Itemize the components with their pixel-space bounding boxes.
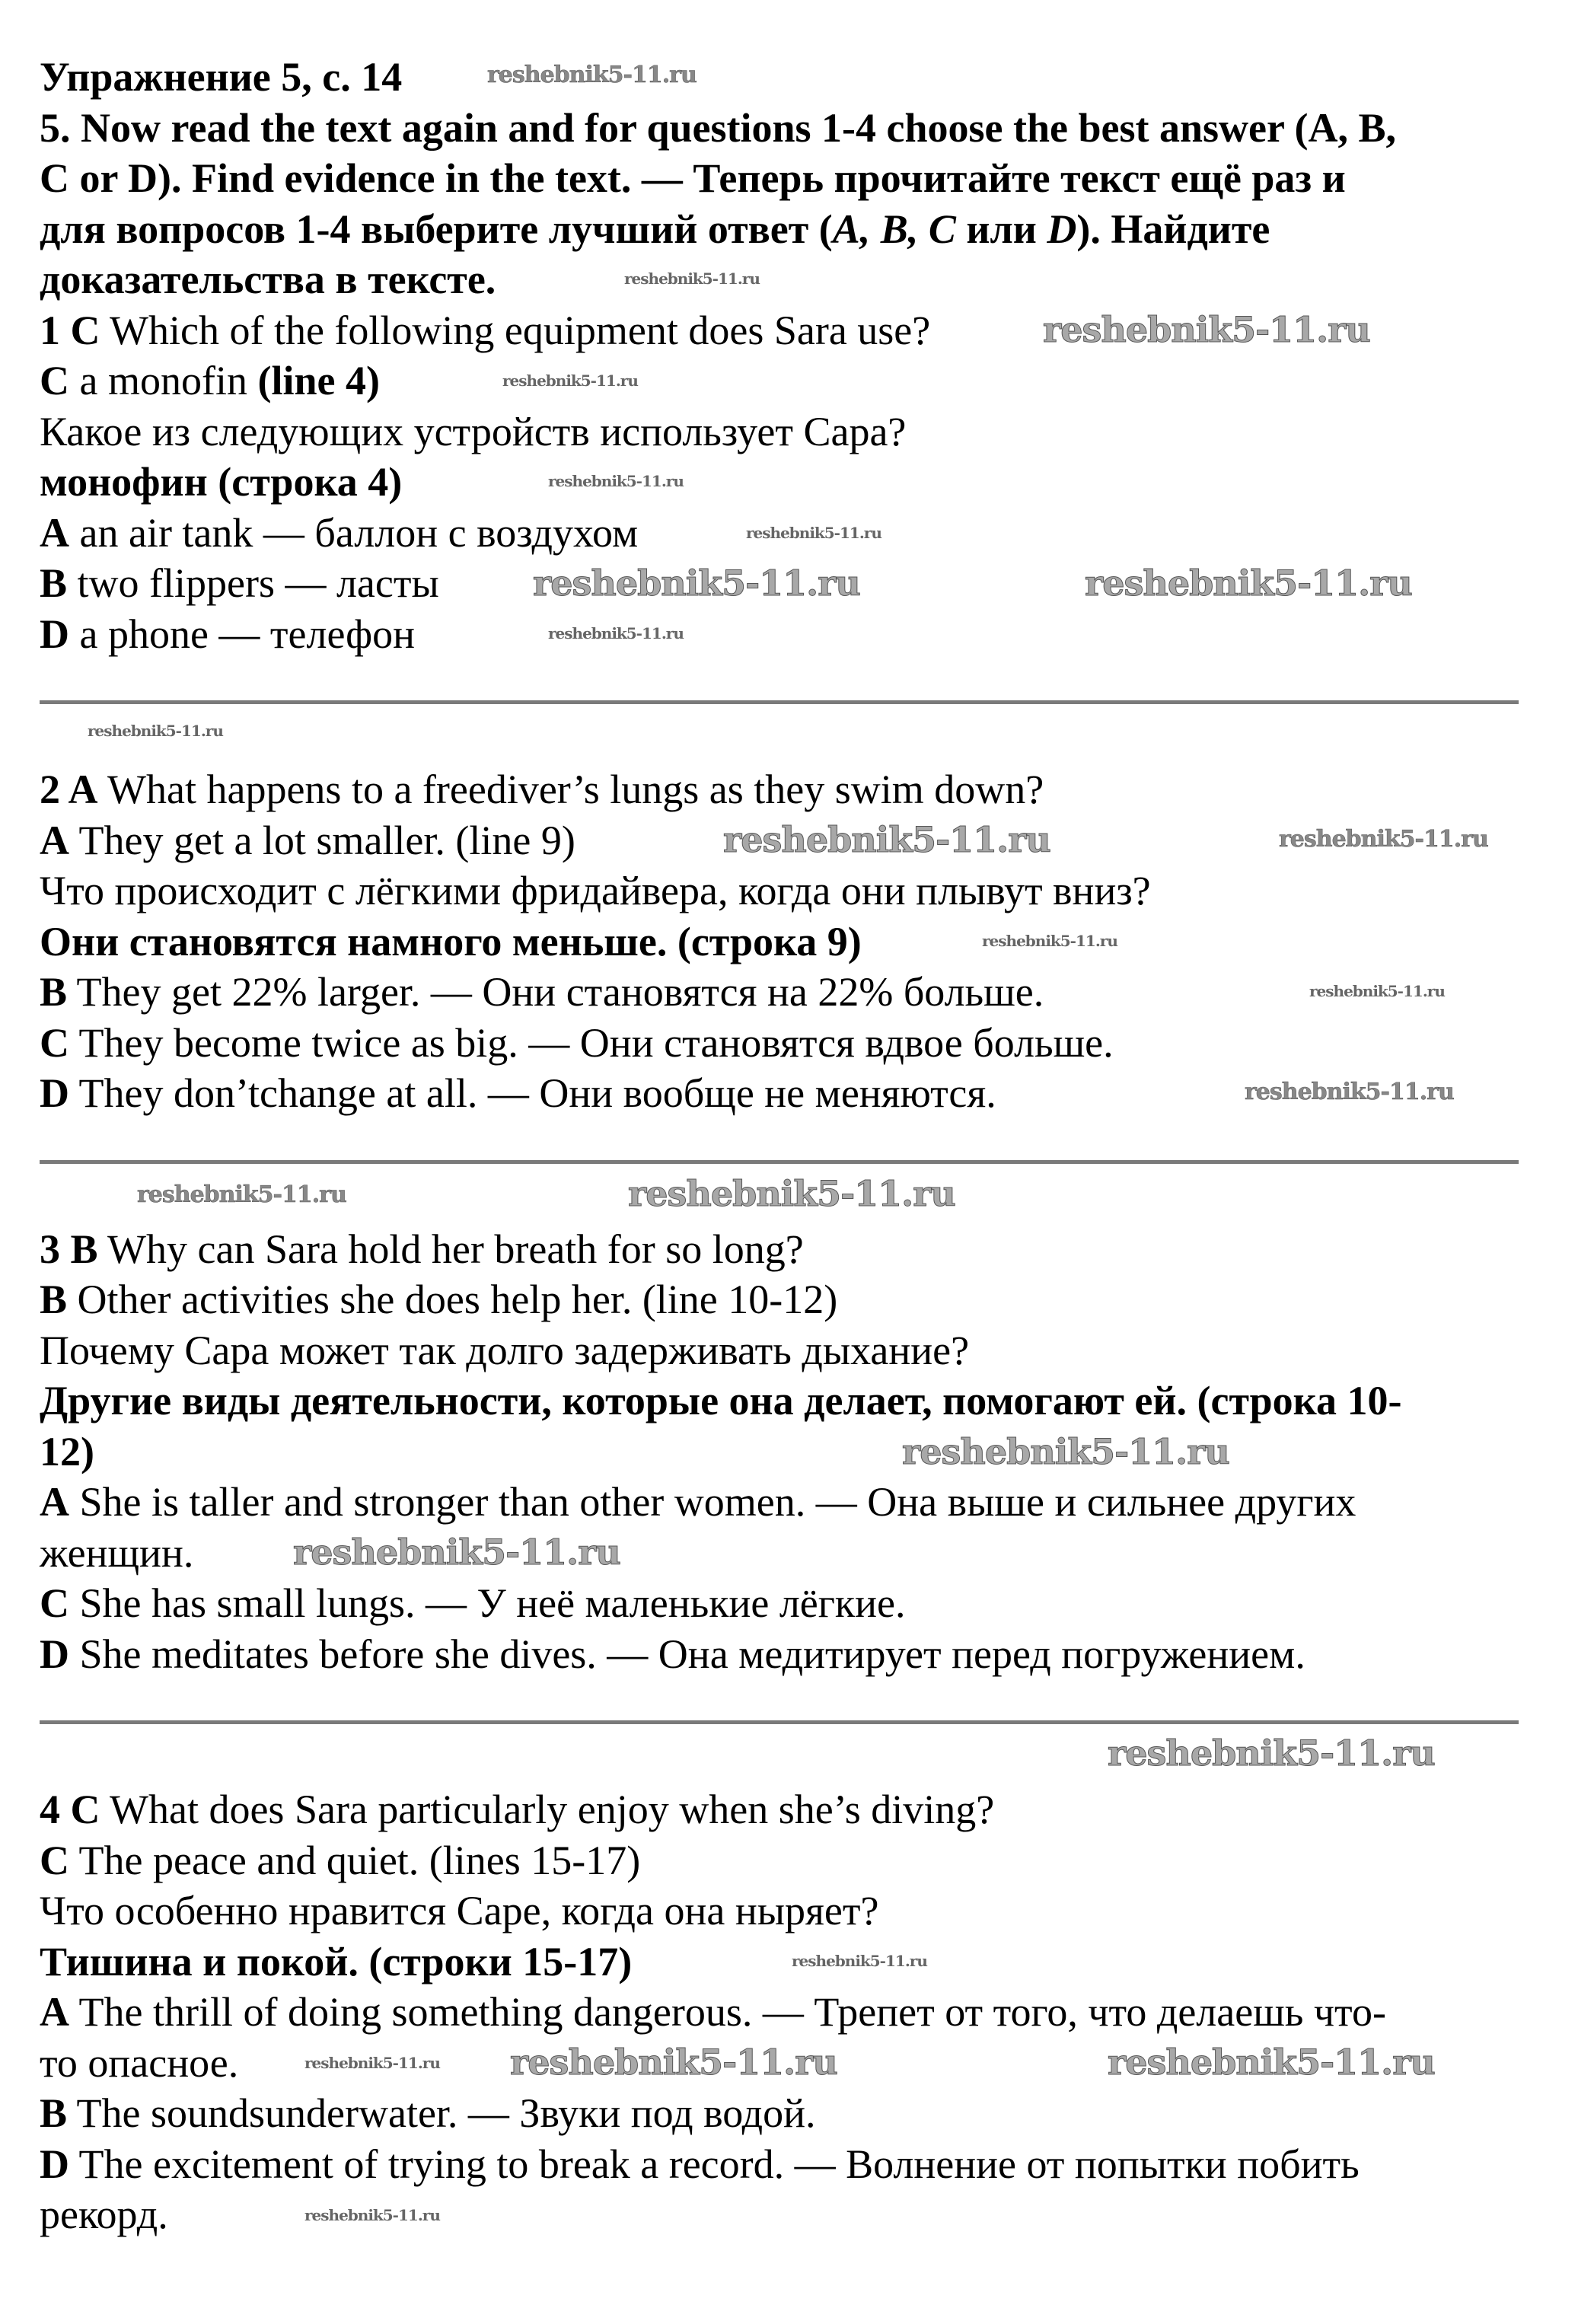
watermark: reshebnik5-11.ru: [533, 563, 860, 604]
text: Что происходит с лёгкими фридайвера, когда они плывут вниз?: [40, 868, 1151, 913]
text-line: [40, 2088, 1524, 2139]
text-line: [40, 1528, 1524, 1579]
watermark: reshebnik5-11.ru: [304, 2206, 440, 2224]
watermark: reshebnik5-11.ru: [304, 2054, 440, 2072]
bold-text: B: [40, 969, 68, 1015]
watermark: reshebnik5-11.ru: [624, 269, 760, 288]
text-line: [40, 204, 1524, 255]
bold-text: C: [40, 1580, 69, 1626]
bold-text: D: [1047, 206, 1077, 252]
bold-text: A: [40, 817, 69, 863]
bold-text: D: [40, 2141, 69, 2187]
text: Why can Sara hold her breath for so long?: [97, 1226, 804, 1272]
text: The excitement of trying to break a record. — Волнение от попытки побить: [69, 2141, 1360, 2187]
text-line: [40, 153, 1524, 204]
bold-text: 4 C: [40, 1787, 100, 1832]
bold-text: монофин (строка 4): [40, 459, 403, 505]
bold-text: C: [40, 1837, 69, 1883]
watermark: reshebnik5-11.ru: [1309, 982, 1445, 1000]
bold-text: 2 A: [40, 767, 98, 812]
text-line: [40, 2139, 1524, 2190]
watermark: reshebnik5-11.ru: [792, 1952, 927, 1970]
section-divider: [40, 700, 1519, 704]
bold-text: Тишина и покой. (строки 15-17): [40, 1938, 633, 1984]
text-line: [40, 1427, 1524, 1478]
text-line: [40, 917, 1524, 968]
watermark: reshebnik5-11.ru: [723, 819, 1050, 860]
watermark: reshebnik5-11.ru: [137, 1181, 346, 1208]
bold-text: D: [40, 1070, 69, 1116]
text-line: [40, 1937, 1524, 1988]
watermark: reshebnik5-11.ru: [88, 722, 223, 740]
text: What does Sara particularly enjoy when she’s diving?: [100, 1787, 995, 1832]
text-line: [40, 254, 1524, 305]
question-section-1: [40, 764, 1524, 1119]
bold-text: 3 B: [40, 1226, 98, 1272]
text: Какое из следующих устройств использует Сара?: [40, 408, 907, 454]
text-line: [40, 764, 1524, 815]
text: What happens to a freediver’s lungs as they swim down?: [97, 767, 1044, 812]
bold-text: B: [40, 2090, 68, 2136]
watermark: reshebnik5-11.ru: [1108, 1733, 1435, 1774]
text-line: [40, 406, 1524, 457]
text: They get 22% larger. — Они становятся на 22% больше.: [67, 969, 1044, 1015]
bold-text: A: [40, 1479, 69, 1525]
text: an air tank — баллон с воздухом: [69, 509, 639, 556]
text: Which of the following equipment does Sara use?: [100, 307, 931, 353]
watermark: reshebnik5-11.ru: [1085, 563, 1412, 604]
question-section-3: [40, 1784, 1524, 2240]
watermark: reshebnik5-11.ru: [746, 524, 881, 542]
text: They get a lot smaller. (line 9): [69, 817, 575, 863]
text-line: [40, 1578, 1524, 1629]
bold-text: 1 C: [40, 307, 100, 353]
text-line: [40, 609, 1524, 660]
text: женщин.: [40, 1529, 194, 1576]
bold-text: C: [40, 1019, 69, 1066]
watermark: reshebnik5-11.ru: [502, 371, 638, 390]
text-line: [40, 457, 1524, 508]
text-line: [40, 1477, 1524, 1528]
text: рекорд.: [40, 2192, 168, 2237]
watermark: reshebnik5-11.ru: [982, 932, 1117, 950]
text: They don’tchange at all. — Они вообще не меняются.: [69, 1070, 996, 1116]
text-line: [40, 1784, 1524, 1835]
bold-text: B: [40, 1277, 68, 1322]
bold-text: или: [955, 206, 1047, 252]
text-line: [40, 2189, 1524, 2240]
bold-text: C or D). Find evidence in the text. — Теперь прочитайте текст ещё раз и: [40, 155, 1346, 201]
text: She meditates before she dives. — Она медитирует перед погружением.: [69, 1631, 1305, 1677]
text: The peace and quiet. (lines 15-17): [69, 1837, 641, 1883]
text-line: [40, 1629, 1524, 1680]
text: Other activities she does help her. (line 10-12): [67, 1277, 838, 1322]
bold-text: ). Найдите: [1076, 206, 1270, 252]
bold-text: 12): [40, 1428, 94, 1474]
bold-text: Упражнение 5, с. 14: [40, 54, 403, 100]
text-line: [40, 1886, 1524, 1937]
text-line: [40, 1274, 1524, 1325]
text-line: [40, 103, 1524, 154]
bold-text: Они становятся намного меньше. (строка 9): [40, 918, 862, 964]
bold-text: 5. Now read the text again and for questions 1-4 choose the best answer (A, B,: [40, 104, 1396, 151]
bold-text: доказательства в тексте.: [40, 257, 496, 302]
text-line: [40, 52, 1524, 103]
text: She is taller and stronger than other women. — Она выше и сильнее других: [69, 1479, 1356, 1525]
bold-text: Другие виды деятельности, которые она делает, помогают ей. (строка 10-: [40, 1378, 1402, 1423]
text: The thrill of doing something dangerous. — Трепет от того, что делаешь что-: [69, 1989, 1386, 2035]
text-line: [40, 1376, 1524, 1427]
text-line: [40, 1018, 1524, 1069]
text-line: [40, 967, 1524, 1018]
watermark: reshebnik5-11.ru: [1043, 309, 1370, 350]
bold-text: (line 4): [257, 358, 380, 403]
text-line: [40, 1835, 1524, 1886]
section-divider: [40, 1720, 1519, 1724]
bold-text: для вопросов 1-4 выберите лучший ответ (: [40, 206, 833, 252]
text-line: [40, 1325, 1524, 1376]
text: a monofin: [69, 358, 258, 403]
section-divider: [40, 1160, 1519, 1164]
text: Почему Сара может так долго задерживать дыхание?: [40, 1327, 970, 1373]
watermark: reshebnik5-11.ru: [902, 1431, 1229, 1472]
text: The soundsunderwater. — Звуки под водой.: [67, 2090, 816, 2136]
text-line: [40, 866, 1524, 917]
watermark: reshebnik5-11.ru: [1279, 826, 1488, 853]
bold-text: C: [40, 358, 69, 403]
bold-text: A, B, C: [832, 206, 956, 252]
document-body: [40, 52, 1524, 2240]
text: They become twice as big. — Они становятся вдвое больше.: [69, 1019, 1114, 1066]
text-line: [40, 1224, 1524, 1275]
watermark: reshebnik5-11.ru: [510, 2042, 837, 2083]
text: She has small lungs. — У неё маленькие лёгкие.: [69, 1580, 906, 1626]
watermark: reshebnik5-11.ru: [548, 624, 684, 642]
text-line: [40, 1987, 1524, 2038]
bold-text: A: [40, 1989, 69, 2035]
text: two flippers — ласты: [67, 560, 439, 606]
bold-text: A: [40, 509, 69, 556]
text: то опасное.: [40, 2039, 239, 2086]
question-section-2: [40, 1224, 1524, 1680]
bold-text: D: [40, 610, 69, 657]
watermark: reshebnik5-11.ru: [293, 1532, 620, 1573]
watermark: reshebnik5-11.ru: [548, 472, 684, 490]
watermark: reshebnik5-11.ru: [1245, 1079, 1454, 1105]
text: Что особенно нравится Саре, когда она ныряет?: [40, 1888, 879, 1933]
watermark: reshebnik5-11.ru: [628, 1173, 955, 1214]
text-line: [40, 355, 1524, 406]
bold-text: B: [40, 560, 68, 606]
watermark: reshebnik5-11.ru: [1108, 2042, 1435, 2083]
bold-text: D: [40, 1631, 69, 1677]
watermark: reshebnik5-11.ru: [487, 62, 697, 88]
text: a phone — телефон: [69, 610, 415, 657]
